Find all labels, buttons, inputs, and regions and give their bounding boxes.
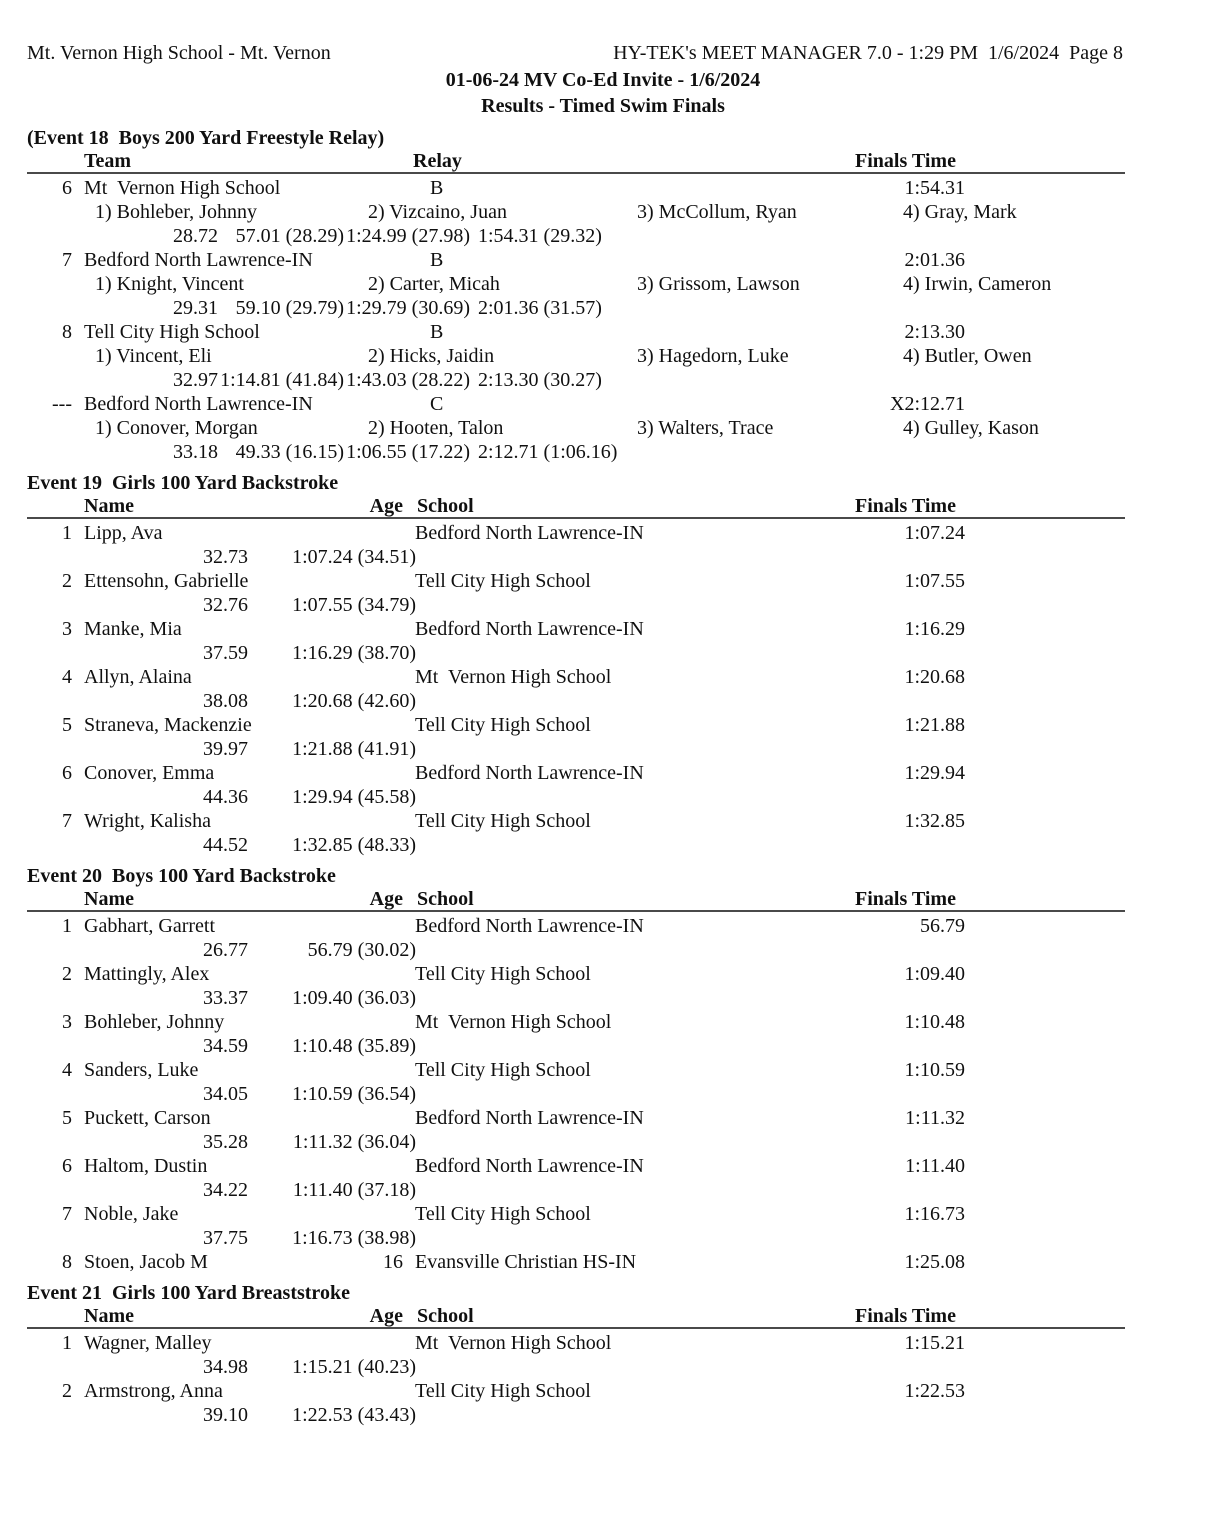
split-time: 39.10 (203, 1404, 248, 1426)
event-title: Event 21 Girls 100 Yard Breaststroke (27, 1282, 350, 1304)
finals-time: 1:21.88 (904, 714, 965, 736)
athlete-name: Conover, Emma (84, 762, 215, 784)
host-school-label: Mt. Vernon High School - Mt. Vernon (27, 42, 331, 64)
split-time: 59.10 (29.79) (235, 297, 344, 319)
athlete-age: 16 (383, 1251, 403, 1273)
splits-row (0, 1178, 1206, 1202)
splits-row (0, 785, 1206, 809)
splits-row (0, 1082, 1206, 1106)
event-title: (Event 18 Boys 200 Yard Freestyle Relay) (27, 127, 385, 149)
result-row (0, 1154, 1206, 1178)
split-time: 44.36 (203, 786, 248, 808)
splits-row (0, 986, 1206, 1010)
column-header-age: Age (369, 495, 403, 517)
finals-time: 1:25.08 (904, 1251, 965, 1273)
split-time: 2:12.71 (1:06.16) (478, 441, 618, 463)
splits-row (0, 833, 1206, 857)
split-time: 2:13.30 (30.27) (478, 369, 602, 391)
header-underline (27, 517, 1125, 519)
school-name: Tell City High School (415, 1380, 591, 1402)
athlete-name: Wright, Kalisha (84, 810, 211, 832)
split-time: 33.37 (203, 987, 248, 1009)
relay-designation: B (430, 321, 444, 343)
finals-time: 1:07.55 (904, 570, 965, 592)
column-header-name: Name (84, 888, 134, 910)
split-time: 1:07.24 (34.51) (292, 546, 416, 568)
split-time: 1:06.55 (17.22) (346, 441, 470, 463)
split-time: 1:22.53 (43.43) (292, 1404, 416, 1426)
split-time: 34.59 (203, 1035, 248, 1057)
column-header-school: School (417, 888, 474, 910)
athlete-name: Gabhart, Garrett (84, 915, 216, 937)
event-section (0, 1281, 1206, 1427)
relay-swimmer: 2) Hooten, Talon (368, 417, 504, 439)
relay-designation: B (430, 177, 444, 199)
column-header-row (0, 496, 1206, 517)
place: 5 (62, 1107, 72, 1129)
relay-swimmer: 2) Vizcaino, Juan (368, 201, 507, 223)
finals-time: 1:09.40 (904, 963, 965, 985)
place: 2 (62, 1380, 72, 1402)
split-time: 57.01 (28.29) (235, 225, 344, 247)
column-header-finals-time: Finals Time (855, 888, 956, 910)
meet-title: 01-06-24 MV Co-Ed Invite - 1/6/2024 (445, 69, 761, 91)
place: 6 (62, 1155, 72, 1177)
finals-time: 1:10.48 (904, 1011, 965, 1033)
page-header (0, 42, 1206, 67)
athlete-name: Noble, Jake (84, 1203, 179, 1225)
finals-time: 1:22.53 (904, 1380, 965, 1402)
place: 4 (62, 1059, 72, 1081)
split-time: 33.18 (173, 441, 218, 463)
school-name: Mt Vernon High School (415, 666, 612, 688)
finals-time: 1:32.85 (904, 810, 965, 832)
header-underline (27, 172, 1125, 174)
relay-swimmer: 4) Gray, Mark (903, 201, 1017, 223)
column-header-finals-time: Finals Time (855, 495, 956, 517)
relay-swimmer: 3) Grissom, Lawson (637, 273, 800, 295)
split-time: 35.28 (203, 1131, 248, 1153)
athlete-name: Stoen, Jacob M (84, 1251, 208, 1273)
splits-row (0, 689, 1206, 713)
result-row (0, 617, 1206, 641)
relay-swimmer: 4) Gulley, Kason (903, 417, 1039, 439)
split-time: 34.98 (203, 1356, 248, 1378)
result-row (0, 713, 1206, 737)
relay-swimmer: 1) Conover, Morgan (95, 417, 258, 439)
relay-swimmer: 2) Hicks, Jaidin (368, 345, 495, 367)
relay-swimmers-row (0, 200, 1206, 224)
relay-swimmers-row (0, 416, 1206, 440)
column-header-school: School (417, 1305, 474, 1327)
relay-swimmer: 3) Hagedorn, Luke (637, 345, 789, 367)
split-time: 38.08 (203, 690, 248, 712)
split-time: 1:16.29 (38.70) (292, 642, 416, 664)
athlete-name: Allyn, Alaina (84, 666, 192, 688)
split-time: 2:01.36 (31.57) (478, 297, 602, 319)
athlete-name: Haltom, Dustin (84, 1155, 208, 1177)
event-title: Event 20 Boys 100 Yard Backstroke (27, 865, 336, 887)
school-name: Mt Vernon High School (415, 1332, 612, 1354)
result-row (0, 569, 1206, 593)
split-time: 1:29.79 (30.69) (346, 297, 470, 319)
result-row (0, 761, 1206, 785)
athlete-name: Lipp, Ava (84, 522, 163, 544)
school-name: Bedford North Lawrence-IN (415, 762, 644, 784)
header-underline (27, 1327, 1125, 1329)
event-section (0, 471, 1206, 857)
athlete-name: Puckett, Carson (84, 1107, 211, 1129)
finals-time: 2:13.30 (904, 321, 965, 343)
splits-row (0, 545, 1206, 569)
split-time: 26.77 (203, 939, 248, 961)
team-name: Bedford North Lawrence-IN (84, 393, 313, 415)
relay-swimmer: 1) Vincent, Eli (95, 345, 212, 367)
relay-swimmer: 3) Walters, Trace (637, 417, 774, 439)
relay-result-row (0, 176, 1206, 200)
team-name: Tell City High School (84, 321, 260, 343)
split-time: 28.72 (173, 225, 218, 247)
athlete-name: Wagner, Malley (84, 1332, 212, 1354)
school-name: Bedford North Lawrence-IN (415, 915, 644, 937)
result-row (0, 1379, 1206, 1403)
school-name: Tell City High School (415, 963, 591, 985)
split-time: 44.52 (203, 834, 248, 856)
finals-time: 1:16.73 (904, 1203, 965, 1225)
result-row (0, 521, 1206, 545)
finals-time: 2:01.36 (904, 249, 965, 271)
place: 5 (62, 714, 72, 736)
place: 6 (62, 177, 72, 199)
split-time: 1:15.21 (40.23) (292, 1356, 416, 1378)
event-section (0, 864, 1206, 1274)
athlete-name: Mattingly, Alex (84, 963, 210, 985)
finals-time: 1:20.68 (904, 666, 965, 688)
finals-time: 1:11.40 (905, 1155, 965, 1177)
event-title: Event 19 Girls 100 Yard Backstroke (27, 472, 339, 494)
athlete-name: Manke, Mia (84, 618, 182, 640)
splits-row (0, 593, 1206, 617)
result-row (0, 1010, 1206, 1034)
column-header-row (0, 1306, 1206, 1327)
finals-time: 1:10.59 (904, 1059, 965, 1081)
relay-result-row (0, 320, 1206, 344)
place: 4 (62, 666, 72, 688)
relay-designation: B (430, 249, 444, 271)
place: 6 (62, 762, 72, 784)
column-header-finals-time: Finals Time (855, 150, 956, 172)
column-header-name: Name (84, 495, 134, 517)
place: 2 (62, 963, 72, 985)
school-name: Tell City High School (415, 1059, 591, 1081)
school-name: Evansville Christian HS-IN (415, 1251, 637, 1273)
split-time: 1:29.94 (45.58) (292, 786, 416, 808)
column-header-team: Team (84, 150, 132, 172)
column-header-school: School (417, 495, 474, 517)
school-name: Mt Vernon High School (415, 1011, 612, 1033)
split-time: 1:09.40 (36.03) (292, 987, 416, 1009)
column-header-row (0, 889, 1206, 910)
split-time: 1:10.48 (35.89) (292, 1035, 416, 1057)
results-body (0, 126, 1206, 1427)
split-time: 37.59 (203, 642, 248, 664)
report-subtitle: Results - Timed Swim Finals (481, 95, 725, 117)
split-time: 37.75 (203, 1227, 248, 1249)
column-header-name: Name (84, 1305, 134, 1327)
relay-result-row (0, 392, 1206, 416)
finals-time: X2:12.71 (890, 393, 965, 415)
split-time: 49.33 (16.15) (235, 441, 344, 463)
school-name: Tell City High School (415, 1203, 591, 1225)
split-time: 1:11.32 (36.04) (292, 1131, 416, 1153)
relay-swimmer: 3) McCollum, Ryan (637, 201, 797, 223)
finals-time: 1:11.32 (905, 1107, 965, 1129)
school-name: Bedford North Lawrence-IN (415, 1155, 644, 1177)
splits-row (0, 368, 1206, 392)
result-row (0, 665, 1206, 689)
school-name: Bedford North Lawrence-IN (415, 1107, 644, 1129)
team-name: Mt Vernon High School (84, 177, 281, 199)
result-row (0, 1202, 1206, 1226)
column-header-relay: Relay (413, 150, 462, 172)
splits-row (0, 1403, 1206, 1427)
place: 1 (62, 1332, 72, 1354)
split-time: 1:07.55 (34.79) (292, 594, 416, 616)
split-time: 32.97 (173, 369, 218, 391)
split-time: 39.97 (203, 738, 248, 760)
splits-row (0, 1355, 1206, 1379)
relay-designation: C (430, 393, 444, 415)
athlete-name: Ettensohn, Gabrielle (84, 570, 249, 592)
place: 7 (62, 1203, 72, 1225)
place: 1 (62, 522, 72, 544)
finals-time: 1:15.21 (904, 1332, 965, 1354)
split-time: 1:54.31 (29.32) (478, 225, 602, 247)
splits-row (0, 641, 1206, 665)
result-row (0, 962, 1206, 986)
split-time: 1:14.81 (41.84) (220, 369, 344, 391)
team-name: Bedford North Lawrence-IN (84, 249, 313, 271)
split-time: 1:24.99 (27.98) (346, 225, 470, 247)
relay-swimmer: 4) Irwin, Cameron (903, 273, 1052, 295)
header-underline (27, 910, 1125, 912)
athlete-name: Armstrong, Anna (84, 1380, 223, 1402)
result-row (0, 1331, 1206, 1355)
split-time: 56.79 (30.02) (307, 939, 416, 961)
relay-swimmers-row (0, 272, 1206, 296)
event-section (0, 126, 1206, 464)
split-time: 1:10.59 (36.54) (292, 1083, 416, 1105)
relay-swimmer: 4) Butler, Owen (903, 345, 1032, 367)
finals-time: 1:29.94 (904, 762, 965, 784)
split-time: 34.22 (203, 1179, 248, 1201)
athlete-name: Sanders, Luke (84, 1059, 199, 1081)
school-name: Bedford North Lawrence-IN (415, 618, 644, 640)
school-name: Tell City High School (415, 570, 591, 592)
column-header-age: Age (369, 888, 403, 910)
split-time: 1:20.68 (42.60) (292, 690, 416, 712)
result-row (0, 914, 1206, 938)
split-time: 32.76 (203, 594, 248, 616)
athlete-name: Straneva, Mackenzie (84, 714, 252, 736)
splits-row (0, 224, 1206, 248)
splits-row (0, 1034, 1206, 1058)
finals-time: 1:07.24 (904, 522, 965, 544)
place: --- (52, 393, 72, 415)
split-time: 1:43.03 (28.22) (346, 369, 470, 391)
school-name: Tell City High School (415, 810, 591, 832)
finals-time: 1:16.29 (904, 618, 965, 640)
splits-row (0, 938, 1206, 962)
result-row (0, 1106, 1206, 1130)
result-row (0, 809, 1206, 833)
relay-swimmer: 1) Knight, Vincent (95, 273, 244, 295)
split-time: 1:21.88 (41.91) (292, 738, 416, 760)
relay-result-row (0, 248, 1206, 272)
finals-time: 56.79 (920, 915, 965, 937)
place: 1 (62, 915, 72, 937)
column-header-row (0, 151, 1206, 172)
result-row (0, 1250, 1206, 1274)
split-time: 1:11.40 (37.18) (292, 1179, 416, 1201)
school-name: Bedford North Lawrence-IN (415, 522, 644, 544)
relay-swimmer: 1) Bohleber, Johnny (95, 201, 257, 223)
place: 7 (62, 249, 72, 271)
relay-swimmer: 2) Carter, Micah (368, 273, 500, 295)
split-time: 34.05 (203, 1083, 248, 1105)
relay-swimmers-row (0, 344, 1206, 368)
place: 2 (62, 570, 72, 592)
place: 3 (62, 618, 72, 640)
split-time: 1:16.73 (38.98) (292, 1227, 416, 1249)
place: 8 (62, 321, 72, 343)
athlete-name: Bohleber, Johnny (84, 1011, 225, 1033)
place: 7 (62, 810, 72, 832)
place: 8 (62, 1251, 72, 1273)
splits-row (0, 737, 1206, 761)
finals-time: 1:54.31 (904, 177, 965, 199)
splits-row (0, 1226, 1206, 1250)
column-header-finals-time: Finals Time (855, 1305, 956, 1327)
software-page-label: HY-TEK's MEET MANAGER 7.0 - 1:29 PM 1/6/2024 Page 8 (613, 42, 1123, 64)
splits-row (0, 440, 1206, 464)
splits-row (0, 1130, 1206, 1154)
split-time: 1:32.85 (48.33) (292, 834, 416, 856)
school-name: Tell City High School (415, 714, 591, 736)
column-header-age: Age (369, 1305, 403, 1327)
splits-row (0, 296, 1206, 320)
split-time: 32.73 (203, 546, 248, 568)
result-row (0, 1058, 1206, 1082)
split-time: 29.31 (173, 297, 218, 319)
place: 3 (62, 1011, 72, 1033)
